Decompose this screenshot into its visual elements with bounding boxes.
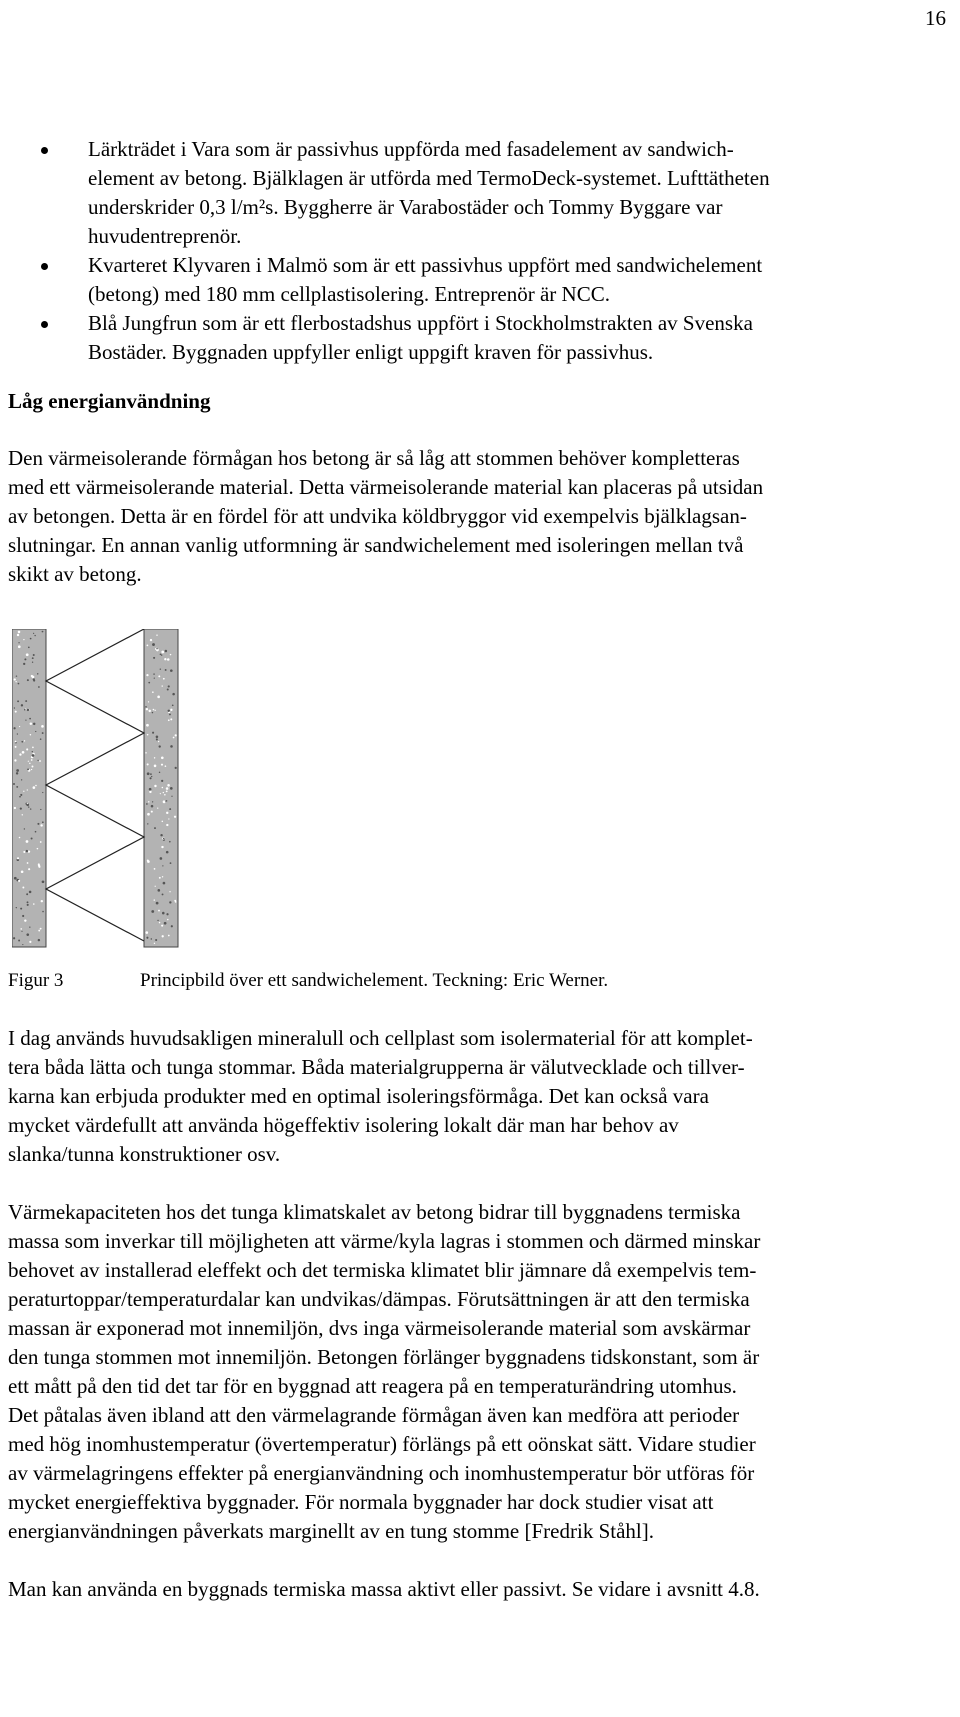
project-list — [8, 135, 953, 367]
sandwich-element-figure — [8, 629, 953, 949]
list-item: Kvarteret Klyvaren i Malmö som är ett passivhus uppfört med sandwichelement (betong) med 180 mm cellplastisolering. Entreprenör är NCC. — [8, 251, 953, 309]
bullet-icon — [41, 263, 48, 270]
page-content — [8, 135, 953, 1604]
bullet-icon — [41, 147, 48, 154]
body-paragraph: Den värmeisolerande förmågan hos betong är så låg att stommen behöver kompletteras med ett värmeisolerande material. Detta värmeisolerande material kan placeras på utsidan av betongen. Detta är en fördel för att undvika köldbryggor vid exempelvis bjälklagsan- slutningar. En annan vanlig utformning är sandwichelement med isoleringen mellan två skikt av betong. — [8, 446, 764, 586]
figure-caption-text: Principbild över ett sandwichelement. Teckning: Eric Werner. — [140, 970, 609, 991]
concrete-layer-right — [144, 629, 178, 947]
insulation-truss — [46, 629, 144, 941]
figure-caption — [8, 967, 953, 994]
list-item: Blå Jungfrun som är ett flerbostadshus uppfört i Stockholmstrakten av Svenska Bostäder. Byggnaden uppfyller enligt uppgift kraven för passivhus. — [8, 309, 953, 367]
bullet-icon — [41, 321, 48, 328]
body-paragraph: I dag används huvudsakligen mineralull och cellplast som isolermaterial för att komplet- tera båda lätta och tunga stommar. Båda materialgrupperna är välutvecklade och tillver- karna kan erbjuda produkter med en optimal isoleringsförmåga. Det kan också vara mycket värdefullt att använda högeffektiv isolering lokalt där man har behov av slanka/tunna konstruktioner osv. — [8, 1026, 753, 1166]
section-heading: Låg energianvändning — [8, 389, 211, 413]
page-number: 16 — [925, 6, 946, 30]
body-paragraph: Man kan använda en byggnads termiska massa aktivt eller passivt. Se vidare i avsnitt 4.8. — [8, 1577, 760, 1601]
figure-label: Figur 3 — [8, 970, 64, 991]
sandwich-element-drawing — [12, 629, 192, 949]
concrete-layer-left — [12, 629, 46, 947]
list-item: Lärkträdet i Vara som är passivhus uppförda med fasadelement av sandwich- element av betong. Bjälklagen är utförda med TermoDeck-systemet. Lufttätheten underskrider 0,3 l/m²s. Byggherre är Varabostäder och Tommy Byggare var huvudentreprenör. — [8, 135, 953, 251]
body-paragraph: Värmekapaciteten hos det tunga klimatskalet av betong bidrar till byggnadens termiska massa som inverkar till möjligheten att värme/kyla lagras i stommen och därmed minskar behovet av installerad eleffekt och det termiska klimatet blir jämnare då exempelvis tem- peraturtoppar/temperaturdalar kan undvikas/dämpas. Förutsättningen är att den termiska massan är exponerad mot innemiljön, dvs inga värmeisolerande material som avskärmar den tunga stommen mot innemiljön. Betongen förlänger byggnadens tidskonstant, som är ett mått på den tid det tar för en byggnad att reagera på en temperaturändring utomhus. Det påtalas även ibland att den värmelagrande förmågan även kan medföra att perioder med hög inomhustemperatur (övertemperatur) förlängs på ett oönskat sätt. Vidare studier av värmelagringens effekter på energianvändning och inomhustemperatur bör utföras för mycket energieffektiva byggnader. För normala byggnader har dock studier visat att energianvändningen påverkats marginellt av en tung stomme [Fredrik Ståhl]. — [8, 1200, 761, 1543]
